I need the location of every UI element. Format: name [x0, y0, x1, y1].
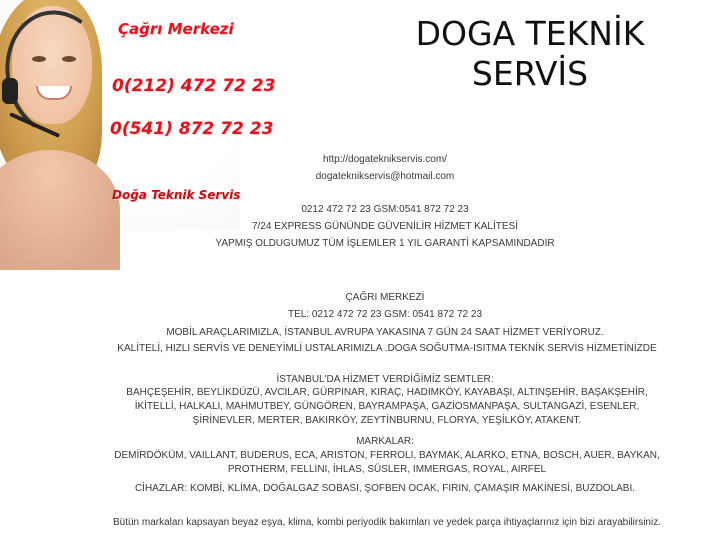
devices-list: CİHAZLAR: KOMBİ, KLİMA, DOĞALGAZ SOBASI, ŞOFBEN OCAK, FIRIN, ÇAMAŞIR MAKİNESİ, BUZDOLABI.	[134, 483, 636, 494]
call-center-banner	[0, 0, 276, 230]
banner-phone-2: 0(541) 872 72 23	[110, 119, 274, 139]
banner-phone-1: 0(212) 472 72 23	[112, 76, 276, 96]
brands-list: DEMİRDÖKÜM, VAILLANT, BUDERUS, ECA, ARISTON, FERROLI, BAYMAK, ALARKO, ETNA, BOSCH, AUER, BAYKAN, PROTHERM, FELLINI, İHLAS, SÜSLER, IMMERGAS, ROYAL, AIRFEL	[114, 450, 660, 475]
call-center-label: Çağrı Merkezi	[118, 20, 234, 38]
footer-text: Bütün markaları kapsayan beyaz eşya, klima, kombi periyodik bakımları ve yedek parça ihtiyaçlarınız için bizi arayabilirsiniz.	[112, 517, 661, 528]
staff-text: KALİTELİ, HIZLI SERVİS VE DENEYİMLİ USTALARIMIZLA .DOGA SOĞUTMA-ISITMA TEKNİK SERVİS HİZMETİNİZDE	[117, 343, 657, 354]
phone-numbers: 0212 472 72 23 GSM:0541 872 72 23	[301, 204, 469, 215]
warranty-statement: YAPMIŞ OLDUGUMUZ TÜM İŞLEMLER 1 YIL GARANTİ KAPSAMINDADIR	[215, 238, 555, 249]
page-title: DOGA TEKNİK SERVİS	[415, 14, 645, 93]
call-center-heading: ÇAĞRI MERKEZİ	[345, 292, 425, 303]
districts-heading: İSTANBUL'DA HİZMET VERDİĞİMİZ SEMTLER:	[276, 374, 494, 385]
call-center-phones: TEL: 0212 472 72 23 GSM: 0541 872 72 23	[287, 309, 483, 320]
quality-statement: 7/24 EXPRESS GÜNÜNDE GÜVENİLİR HİZMET KALİTESİ	[252, 221, 518, 232]
mobile-service-text: MOBİL ARAÇLARIMIZLA, İSTANBUL AVRUPA YAKASINA 7 GÜN 24 SAAT HİZMET VERİYORUZ.	[166, 327, 604, 338]
brands-heading: MARKALAR:	[356, 436, 414, 447]
email-link[interactable]: dogateknikservis@hotmail.com	[315, 171, 455, 182]
districts-list: BAHÇEŞEHİR, BEYLİKDÜZÜ, AVCILAR, GÜRPINAR, KIRAÇ, HADIMKÖY, KAYABAŞI, ALTINŞEHİR, BAŞAKŞEHİR, İKİTELLİ, HALKALI, MAHMUTBEY, GÜNGÖREN, BAYRAMPAŞA, GAZİOSMANPAŞA, SULTANGAZİ, ESENLER, ŞİRİNEVLER, MERTER, BAKIRKÖY, ZEYTİNBURNU, FLORYA, YEŞİLKÖY, ATAKENT.	[126, 387, 648, 426]
banner-brand: Doğa Teknik Servis	[112, 188, 241, 202]
earpiece-icon	[2, 78, 18, 104]
website-link[interactable]: http://dogateknikservis.com/	[323, 154, 447, 165]
